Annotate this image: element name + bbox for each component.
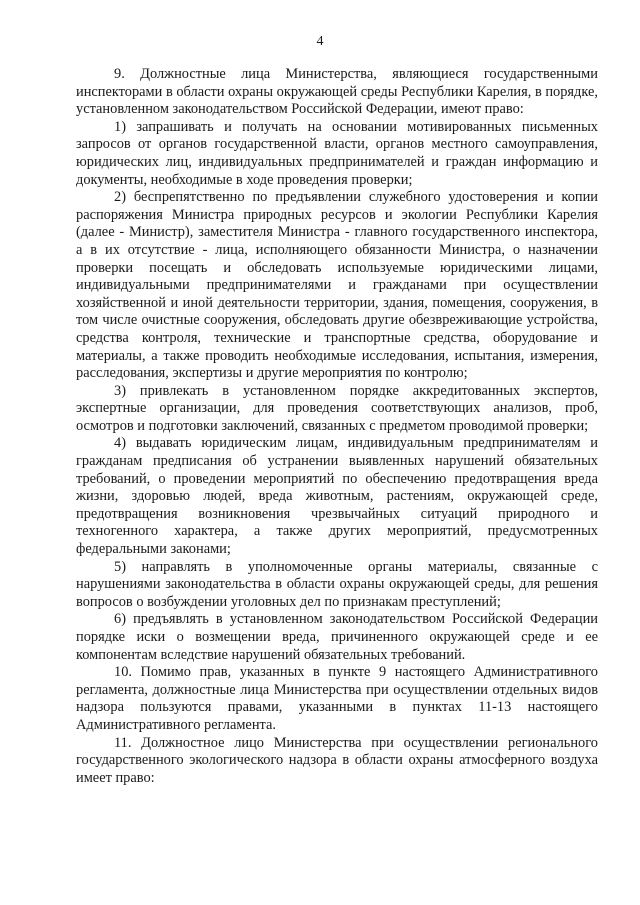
paragraph-9-item-3: 3) привлекать в установленном порядке аккредитованных экспертов, экспертные организации, для проведения соответствующих анализов, проб, осмотров и подготовки заключений, связанных с предметом проводимой проверки; [76, 382, 598, 434]
paragraph-10: 10. Помимо прав, указанных в пункте 9 настоящего Административного регламента, должностные лица Министерства при осуществлении отдельных видов надзора пользуются правами, указанными в пунктах 11-13 настоящего Административного регламента. [76, 664, 598, 733]
paragraph-9-item-2: 2) беспрепятственно по предъявлении служебного удостоверения и копии распоряжения Министра природных ресурсов и экологии Республики Карелия (далее - Министр), заместителя Министра - главного государственного инспектора, а в их отсутствие - лица, исполняющего обязанности Министра, о назначении проверки посещать и обследовать используемые юридическими лицами, индивидуальными предпринимателями и гражданами при осуществлении хозяйственной и иной деятельности территории, здания, помещения, сооружения, в том числе очистные сооружения, обследовать другие обезвреживающие устройства, средства контроля, технические и транспортные средства, оборудование и материалы, а также проводить необходимые исследования, испытания, измерения, расследования, экспертизы и другие мероприятия по контролю; [76, 189, 598, 382]
paragraph-11: 11. Должностное лицо Министерства при осуществлении регионального государственного экологического надзора в области охраны атмосферного воздуха имеет право: [76, 734, 598, 786]
paragraph-9-item-6: 6) предъявлять в установленном законодательством Российской Федерации порядке иски о возмещении вреда, причиненного окружающей среде и ее компонентам вследствие нарушений обязательных требований. [76, 611, 598, 663]
paragraph-9-item-1: 1) запрашивать и получать на основании мотивированных письменных запросов от органов государственной власти, органов местного самоуправления, юридических лиц, индивидуальных предпринимателей и граждан информацию и документы, необходимые в ходе проведения проверки; [76, 118, 598, 188]
document-body [76, 66, 598, 787]
paragraph-9-item-4: 4) выдавать юридическим лицам, индивидуальным предпринимателям и гражданам предписания об устранении выявленных нарушений обязательных требований, о проведении мероприятий по обеспечению предотвращения вреда жизни, здоровью людей, вреда животным, растениям, окружающей среде, предотвращения возникновения чрезвычайных ситуаций природного и техногенного характера, а также других мероприятий, предусмотренных федеральными законами; [76, 435, 598, 558]
paragraph-9: 9. Должностные лица Министерства, являющиеся государственными инспекторами в области охраны окружающей среды Республики Карелия, в порядке, установленном законодательством Российской Федерации, имеют право: [76, 66, 598, 118]
page-number: 4 [316, 34, 324, 49]
paragraph-9-item-5: 5) направлять в уполномоченные органы материалы, связанные с нарушениями законодательства в области охраны окружающей среды, для решения вопросов о возбуждении уголовных дел по признакам преступлений; [76, 558, 598, 610]
